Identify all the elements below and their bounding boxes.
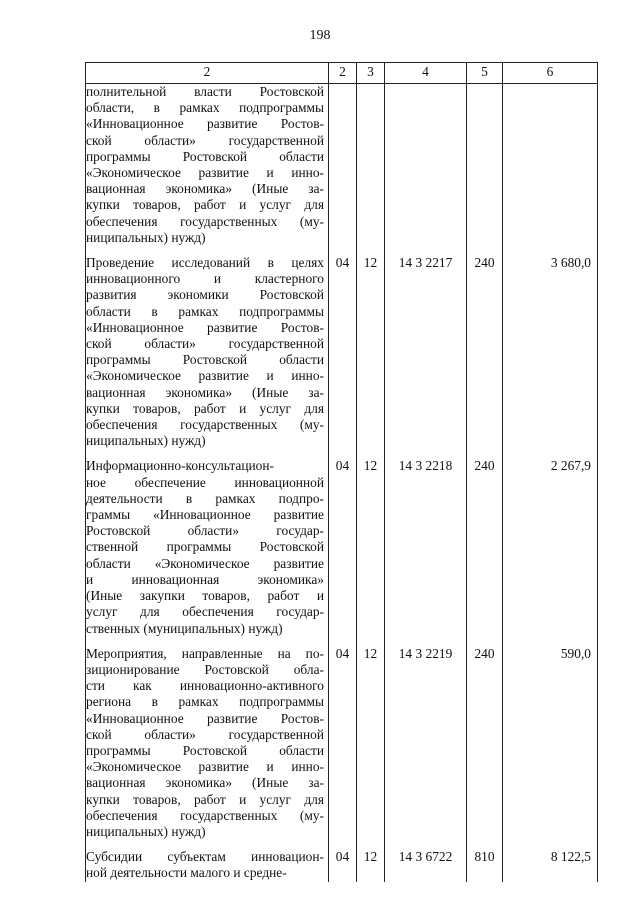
section-code-cell: 04 [329, 646, 357, 840]
row-spacer [86, 840, 598, 849]
description-line: Мероприятия, направленные на по- [86, 645, 324, 661]
description-line: и инновационная экономика» [86, 571, 324, 587]
subsection-code-cell: 12 [357, 849, 385, 881]
section-code-cell: 04 [329, 849, 357, 881]
description-line: «Инновационное развитие Ростов- [86, 710, 324, 726]
header-cell-subsection: 3 [357, 63, 385, 84]
description-cell [86, 255, 329, 449]
spacer-cell [385, 449, 467, 458]
description-line: купки товаров, работ и услуг для [86, 197, 324, 213]
description-line: вационная экономика» (Иные за- [86, 384, 324, 400]
description-line: купки товаров, работ и услуг для [86, 791, 324, 807]
section-code-cell [329, 84, 357, 247]
description-line: сти как инновационно-активного [86, 678, 324, 694]
amount-cell [503, 84, 598, 247]
spacer-cell [467, 637, 503, 646]
amount-cell: 590,0 [503, 646, 598, 840]
budget-table [85, 62, 598, 882]
description-line: ской области» государственной [86, 726, 324, 742]
amount-cell: 8 122,5 [503, 849, 598, 881]
table-row [86, 458, 598, 636]
subsection-code-cell: 12 [357, 255, 385, 449]
table-row [86, 849, 598, 881]
expense-type-code-cell: 240 [467, 458, 503, 636]
row-spacer [86, 246, 598, 255]
spacer-cell [357, 449, 385, 458]
header-cell-description: 2 [86, 63, 329, 84]
header-cell-target-item: 4 [385, 63, 467, 84]
spacer-cell [503, 637, 598, 646]
spacer-cell [86, 246, 329, 255]
description-line: области «Экономическое развитие [86, 555, 324, 571]
description-cell [86, 84, 329, 247]
description-line: области, в рамках подпрограммы [86, 100, 324, 116]
expense-type-code-cell: 240 [467, 255, 503, 449]
spacer-cell [385, 840, 467, 849]
spacer-cell [385, 637, 467, 646]
description-cell [86, 458, 329, 636]
spacer-cell [357, 637, 385, 646]
description-line: обеспечения государственных (му- [86, 213, 324, 229]
description-line: обеспечения государственных (му- [86, 417, 324, 433]
spacer-cell [467, 449, 503, 458]
description-line: ное обеспечение инновационной [86, 474, 324, 490]
description-cell [86, 646, 329, 840]
description-line: вационная экономика» (Иные за- [86, 775, 324, 791]
spacer-cell [503, 840, 598, 849]
target-item-code-cell [385, 84, 467, 247]
description-line: купки товаров, работ и услуг для [86, 400, 324, 416]
description-line: деятельности в рамках подпро- [86, 490, 324, 506]
spacer-cell [329, 449, 357, 458]
description-line: ственных (муниципальных) нужд) [86, 620, 283, 636]
expense-type-code-cell: 240 [467, 646, 503, 840]
target-item-code-cell: 14 3 6722 [385, 849, 467, 881]
table-header-row [86, 63, 598, 84]
table-row [86, 646, 598, 840]
expense-type-code-cell [467, 84, 503, 247]
description-line: «Экономическое развитие и инно- [86, 759, 324, 775]
header-cell-amount: 6 [503, 63, 598, 84]
expense-type-code-cell: 810 [467, 849, 503, 881]
target-item-code-cell: 14 3 2218 [385, 458, 467, 636]
description-cell [86, 849, 329, 881]
description-line: зиционирование Ростовской обла- [86, 661, 324, 677]
description-line: Проведение исследований в целях [86, 255, 324, 271]
description-line: ниципальных) нужд) [86, 823, 206, 839]
description-line: области в рамках подпрограммы [86, 303, 324, 319]
spacer-cell [86, 449, 329, 458]
section-code-cell: 04 [329, 255, 357, 449]
description-line: ской области» государственной [86, 336, 324, 352]
target-item-code-cell: 14 3 2219 [385, 646, 467, 840]
spacer-cell [329, 637, 357, 646]
description-line: обеспечения государственных (му- [86, 807, 324, 823]
description-line: «Экономическое развитие и инно- [86, 368, 324, 384]
description-line: ственной программы Ростовской [86, 539, 324, 555]
description-line: «Инновационное развитие Ростов- [86, 319, 324, 335]
description-line: программы Ростовской области [86, 148, 324, 164]
spacer-cell [467, 840, 503, 849]
amount-cell: 2 267,9 [503, 458, 598, 636]
amount-cell: 3 680,0 [503, 255, 598, 449]
table-row [86, 84, 598, 247]
description-line: Ростовской области» государ- [86, 523, 324, 539]
description-line: программы Ростовской области [86, 352, 324, 368]
description-line: «Инновационное развитие Ростов- [86, 116, 324, 132]
description-line: ниципальных) нужд) [86, 433, 206, 449]
description-line: Субсидии субъектам инновацион- [86, 849, 324, 865]
spacer-cell [329, 840, 357, 849]
description-line: ской области» государственной [86, 132, 324, 148]
table-row [86, 255, 598, 449]
header-cell-expense-type: 5 [467, 63, 503, 84]
description-line: Информационно-консультацион- [86, 458, 274, 474]
description-line: ниципальных) нужд) [86, 229, 206, 245]
row-spacer [86, 449, 598, 458]
description-line: граммы «Инновационное развитие [86, 507, 324, 523]
row-spacer [86, 637, 598, 646]
description-line: услуг для обеспечения государ- [86, 604, 324, 620]
description-line: полнительной власти Ростовской [86, 84, 324, 99]
table-body [86, 84, 598, 882]
spacer-cell [357, 840, 385, 849]
description-line: инновационного и кластерного [86, 271, 324, 287]
subsection-code-cell [357, 84, 385, 247]
target-item-code-cell: 14 3 2217 [385, 255, 467, 449]
header-cell-section: 2 [329, 63, 357, 84]
description-line: ной деятельности малого и средне- [86, 865, 287, 881]
subsection-code-cell: 12 [357, 646, 385, 840]
spacer-cell [86, 840, 329, 849]
spacer-cell [86, 637, 329, 646]
description-line: вационная экономика» (Иные за- [86, 181, 324, 197]
description-line: программы Ростовской области [86, 742, 324, 758]
subsection-code-cell: 12 [357, 458, 385, 636]
description-line: «Экономическое развитие и инно- [86, 165, 324, 181]
section-code-cell: 04 [329, 458, 357, 636]
description-line: (Иные закупки товаров, работ и [86, 588, 324, 604]
page-number: 198 [309, 28, 331, 43]
spacer-cell [503, 246, 598, 255]
description-line: региона в рамках подпрограммы [86, 694, 324, 710]
spacer-cell [385, 246, 467, 255]
description-line: развития экономики Ростовской [86, 287, 324, 303]
spacer-cell [503, 449, 598, 458]
spacer-cell [357, 246, 385, 255]
spacer-cell [467, 246, 503, 255]
spacer-cell [329, 246, 357, 255]
